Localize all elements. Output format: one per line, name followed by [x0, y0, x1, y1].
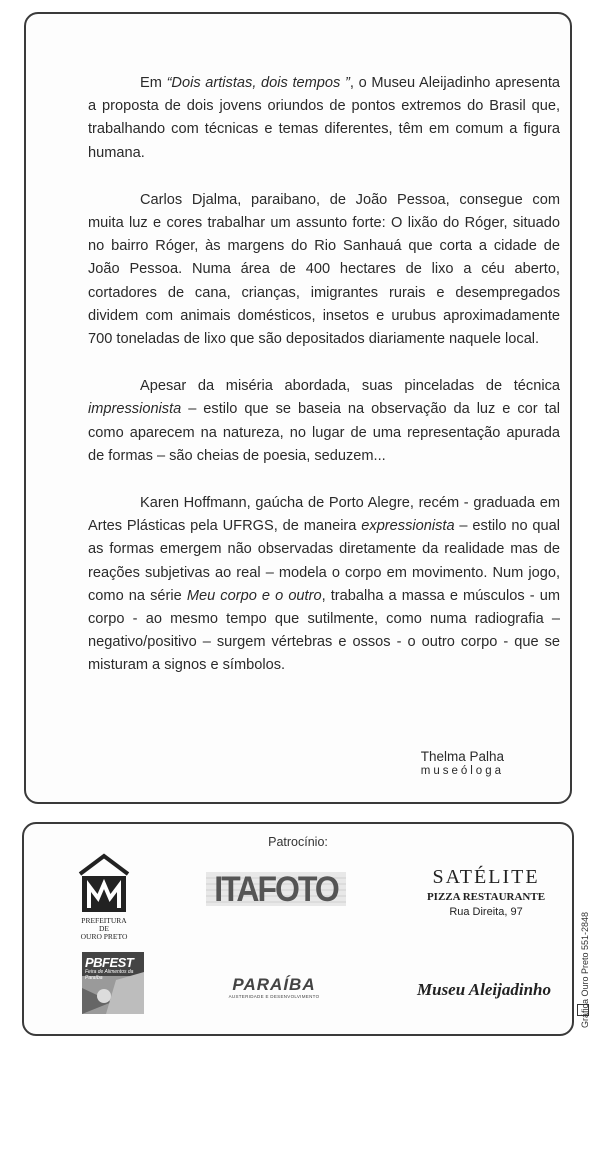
emphasized-text: “Dois artistas, dois tempos ” [166, 75, 350, 91]
paragraph-text: Apesar da miséria abordada, suas pinceladas de técnica [140, 378, 560, 395]
pbfest-name: PBFEST [85, 955, 134, 970]
emphasized-text: Meu corpo e o outro [186, 587, 322, 604]
body-text [88, 72, 560, 702]
ouro-preto-line1: PREFEITURA DE [81, 916, 127, 933]
paragraph-text: – estilo que se baseia na observação da luz e cor tal como aparecem na natureza, no lugar de uma representação apurada de formas – são cheias de poesia, seduzem... [88, 401, 560, 464]
paragraph [88, 189, 560, 351]
museu-aleijadinho-logo: Museu Aleijadinho [417, 980, 551, 999]
signature-title: museóloga [420, 765, 504, 777]
paragraph [88, 375, 560, 468]
printer-credit [578, 900, 592, 1040]
paragraph [88, 72, 560, 165]
pbfest-tagline: Feira de Alimentos da Paraíba [85, 969, 134, 981]
paragraph-text: – estilo no qual as formas emergem não observadas diretamente da realidade mas de reações subjetivas ao real – modela o corpo em movimento. Num jogo, como na série [88, 518, 561, 604]
printer-credit-text: Gráfica Ouro Preto 551-2848 [580, 911, 590, 1029]
pbfest-logo [82, 952, 144, 1014]
satelite-name: SATÉLITE [432, 866, 540, 888]
signature [421, 749, 504, 778]
ouro-preto-crest-icon [76, 850, 132, 912]
paragraph-text: Em [140, 75, 167, 91]
paraiba-tagline: AUSTERIDADE E DESENVOLVIMENTO [228, 994, 320, 999]
signature-name: Thelma Palha [420, 749, 504, 764]
main-text-panel [24, 12, 572, 804]
emphasized-text: impressionista [88, 401, 182, 418]
itafoto-name: ITAFOTO [214, 868, 338, 909]
printer-mark-icon [577, 1004, 589, 1016]
paragraph-text: , trabalha a massa e músculos - um corpo - ao mesmo tempo que sutilmente, como numa radiografia – negativo/positivo – surgem vértebras e ossos - o outro corpo - que se misturam a signos e símbolos. [88, 587, 560, 674]
paragraph-text: Karen Hoffmann, gaúcha de Porto Alegre, recém - graduada em Artes Plásticas pela UFRGS, de maneira [88, 495, 560, 535]
paraiba-name: PARAÍBA [232, 975, 316, 994]
paraiba-logo [222, 976, 326, 999]
ouro-preto-line2: OURO PRETO [80, 932, 128, 941]
paragraph-text: , o Museu Aleijadinho apresenta a proposta de dois jovens oriundos de pontos extremos do Brasil que, trabalhando com técnicas e temas diferentes, têm em comum a figura humana. [88, 75, 560, 161]
satelite-address: Rua Direita, 97 [449, 906, 523, 918]
paragraph [88, 492, 560, 678]
itafoto-logo [206, 868, 346, 909]
prefeitura-ouro-preto-logo [76, 850, 132, 941]
paragraph-text: Carlos Djalma, paraibano, de João Pessoa, consegue com muita luz e cores trabalhar um assunto forte: O lixão do Róger, situado no bairro Róger, às margens do Rio Sanhauá que corta a cidade de João Pessoa. Numa área de 400 hectares de lixo a céu aberto, cortadores de cana, crianças, imigrantes rurais e desempregados dividem com animais domésticos, insetos e urubus aproximadamente 700 toneladas de lixo que são depositados diariamente naquele local. [88, 191, 560, 348]
sponsor-panel [22, 822, 574, 1036]
emphasized-text: expressionista [361, 518, 455, 535]
satelite-logo [406, 866, 566, 918]
satelite-subtitle: PIZZA RESTAURANTE [426, 891, 546, 903]
sponsor-heading: Patrocínio: [268, 835, 328, 849]
